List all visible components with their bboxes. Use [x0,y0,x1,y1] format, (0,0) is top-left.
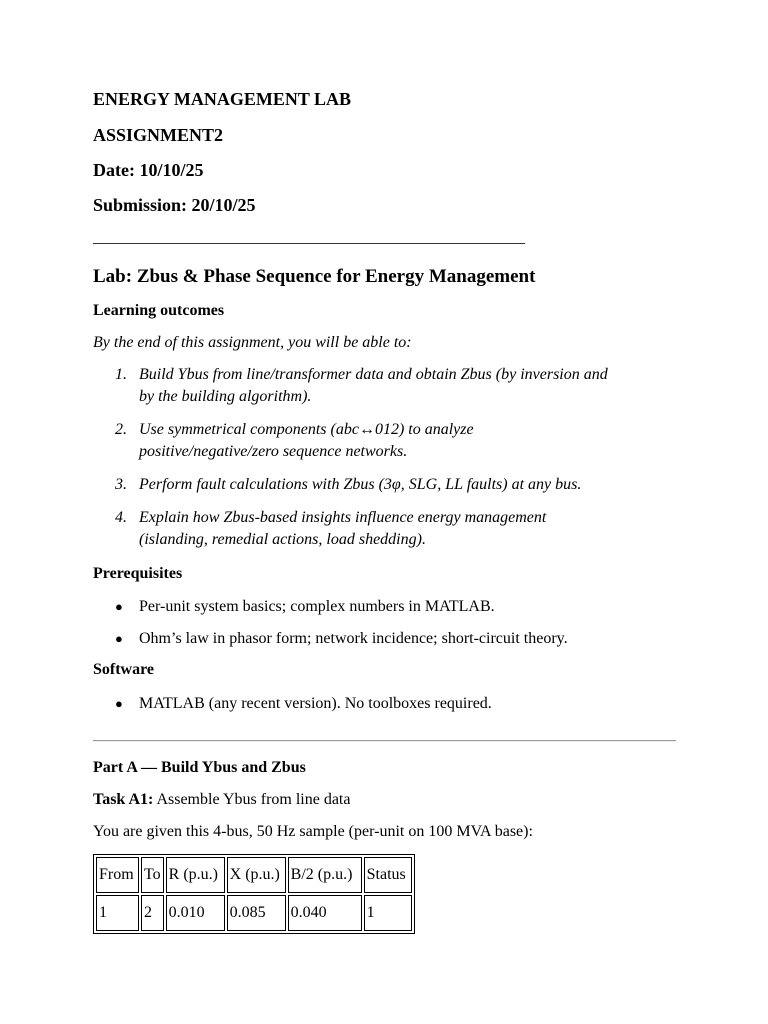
bullet-icon: ● [115,599,123,614]
list-number: 3. [115,476,127,493]
list-item-text: Use symmetrical components (abc↔012) to analyze [139,421,474,438]
list-number: 4. [115,509,127,526]
task-a1-text: Assemble Ybus from line data [153,791,351,808]
list-item [93,364,683,408]
assignment-title: ASSIGNMENT2 [93,125,224,145]
learning-outcomes-intro: By the end of this assignment, you will be able to: [93,334,412,351]
bullet-icon: ● [115,696,123,711]
date-line: Date: 10/10/25 [93,160,204,180]
table-cell: 2 [141,895,164,931]
list-item-text: Explain how Zbus-based insights influence energy management [139,509,547,526]
part-a-heading: Part A — Build Ybus and Zbus [93,759,306,776]
given-data-text: You are given this 4-bus, 50 Hz sample (per-unit on 100 MVA base): [93,823,533,840]
software-heading: Software [93,661,155,678]
table-header-cell: B/2 (p.u.) [288,857,362,893]
table-row [96,895,412,931]
line-data-table [93,854,415,934]
underscore-rule: ______________________________________________________ [93,229,525,246]
list-item [93,474,683,496]
list-number: 1. [115,366,127,383]
list-item-text: Perform fault calculations with Zbus (3φ, SLG, LL faults) at any bus. [139,476,582,493]
list-item [93,596,693,618]
list-item [93,419,683,463]
table-header-cell: To [141,857,164,893]
submission-line: Submission: 20/10/25 [93,195,256,215]
table-cell: 1 [364,895,412,931]
bullet-icon: ● [115,631,123,646]
list-item-text: MATLAB (any recent version). No toolboxes required. [139,695,492,712]
list-item-text: positive/negative/zero sequence networks. [139,443,408,460]
list-item-text: Per-unit system basics; complex numbers in MATLAB. [139,598,495,615]
software-list [93,693,693,725]
course-title: ENERGY MANAGEMENT LAB [93,89,352,109]
task-a1-label: Task A1: [93,791,154,808]
table-header-cell: R (p.u.) [166,857,225,893]
prerequisites-heading: Prerequisites [93,565,183,582]
list-item-text: (islanding, remedial actions, load shedding). [139,531,426,548]
list-item [93,628,693,650]
list-item [93,693,693,715]
list-item-text: by the building algorithm). [139,388,312,405]
task-a1-line [93,791,350,809]
table-cell: 0.040 [288,895,362,931]
learning-outcomes-heading: Learning outcomes [93,302,225,319]
list-item [93,507,683,551]
learning-outcomes-list [93,364,683,562]
table-cell: 0.010 [166,895,225,931]
list-item-text: Build Ybus from line/transformer data and obtain Zbus (by inversion and [139,366,608,383]
table-header-row [96,857,412,893]
prerequisites-list [93,596,693,660]
lab-title: Lab: Zbus & Phase Sequence for Energy Management [93,266,536,287]
horizontal-divider [93,740,676,742]
table-header-cell: Status [364,857,412,893]
table-header-cell: X (p.u.) [227,857,286,893]
table-cell: 0.085 [227,895,286,931]
table-header-cell: From [96,857,139,893]
table-cell: 1 [96,895,139,931]
list-number: 2. [115,421,127,438]
list-item-text: Ohm’s law in phasor form; network incidence; short-circuit theory. [139,630,568,647]
